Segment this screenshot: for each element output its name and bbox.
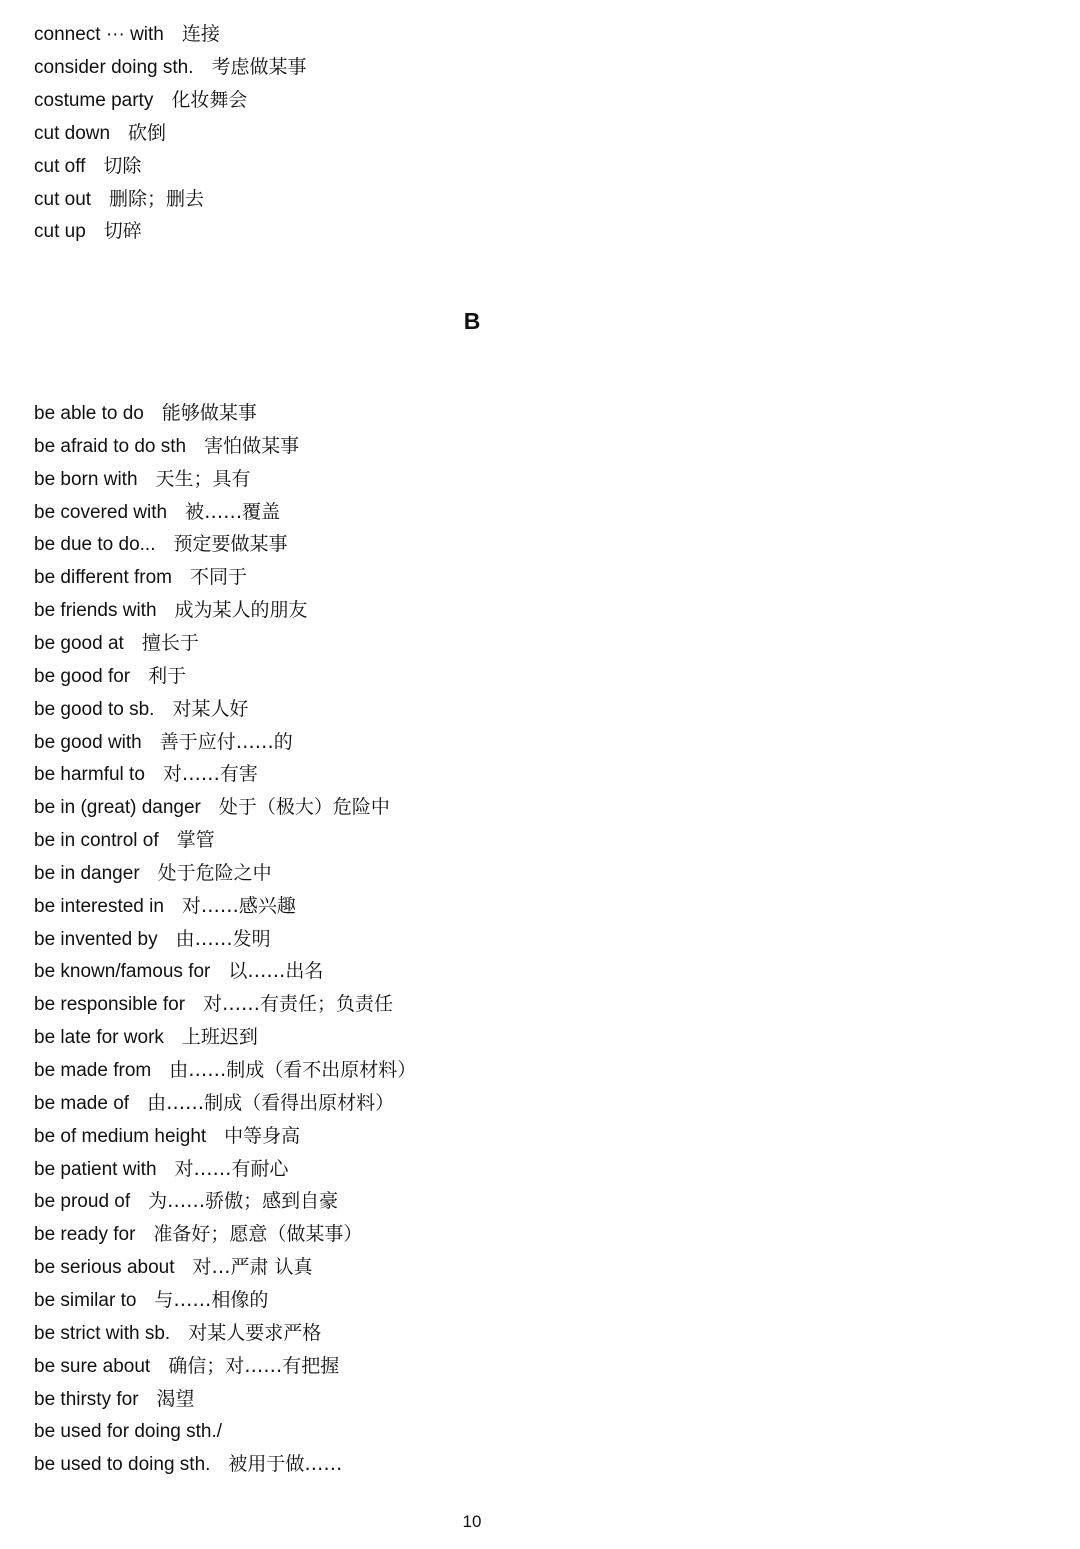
phrase-entry — [34, 51, 307, 84]
phrase-chinese: 害怕做某事 — [204, 434, 300, 457]
phrase-entry — [34, 758, 258, 791]
phrase-english: be responsible for — [34, 994, 186, 1016]
phrase-chinese: 成为某人的朋友 — [174, 599, 308, 622]
phrase-english: be afraid to do sth — [34, 435, 187, 457]
phrase-english: costume party — [34, 89, 154, 111]
phrase-chinese: 由……制成（看不出原材料） — [169, 1059, 417, 1081]
phrase-entry — [34, 594, 308, 627]
phrase-entry — [34, 1120, 300, 1153]
phrase-english: be different from — [34, 567, 173, 589]
phrase-english: be ready for — [34, 1224, 136, 1246]
phrase-entry — [34, 561, 247, 594]
phrase-chinese: 善于应付……的 — [159, 730, 293, 753]
phrase-entry — [34, 955, 323, 988]
phrase-chinese: 准备好；愿意（做某事） — [153, 1223, 363, 1246]
phrase-english: be of medium height — [34, 1125, 207, 1147]
phrase-chinese: 擅长于 — [141, 631, 199, 654]
section-heading: B — [463, 308, 481, 334]
phrase-english: be patient with — [34, 1158, 157, 1180]
phrase-entry — [34, 1087, 394, 1120]
phrase-entry — [34, 1185, 338, 1218]
phrase-entry — [34, 890, 296, 923]
phrase-english: connect ··· with — [34, 24, 164, 45]
phrase-chinese: 处于危险之中 — [157, 861, 272, 884]
phrase-english: consider doing sth. — [34, 56, 194, 78]
phrase-chinese: 考虑做某事 — [211, 55, 307, 78]
phrase-english: be thirsty for — [34, 1388, 139, 1410]
phrase-english: be similar to — [34, 1289, 137, 1311]
phrase-entry — [34, 857, 272, 890]
phrase-chinese: 上班迟到 — [181, 1026, 258, 1049]
phrase-chinese: 不同于 — [190, 566, 248, 589]
phrase-english: be good with — [34, 731, 142, 753]
phrase-english: be invented by — [34, 928, 158, 950]
phrase-entry — [34, 397, 257, 430]
phrase-english: be able to do — [34, 403, 144, 424]
phrase-english: be in danger — [34, 862, 140, 884]
phrase-english: cut off — [34, 155, 86, 177]
phrase-chinese: 由……发明 — [175, 927, 271, 950]
phrase-entry — [34, 117, 166, 150]
phrase-chinese: 掌管 — [176, 829, 215, 852]
phrase-chinese: 对……感兴趣 — [181, 894, 296, 917]
phrase-english: cut out — [34, 188, 92, 210]
phrase-chinese: 被用于做…… — [228, 1453, 343, 1476]
phrase-chinese: 为……骄傲；感到自豪 — [148, 1190, 339, 1213]
phrase-chinese: 对……有耐心 — [174, 1157, 289, 1180]
phrase-chinese: 对……有害 — [162, 763, 258, 786]
phrase-entry — [34, 1350, 339, 1383]
phrase-english: be used for doing sth./ — [34, 1421, 223, 1443]
phrase-entry — [34, 988, 393, 1021]
phrase-entry — [34, 824, 215, 857]
phrase-english: be serious about — [34, 1257, 175, 1279]
phrase-chinese: 由……制成（看得出原材料） — [147, 1091, 395, 1114]
phrase-entry — [34, 84, 247, 117]
phrase-chinese: 能够做某事 — [161, 402, 257, 424]
phrase-chinese: 被……覆盖 — [185, 500, 281, 523]
phrase-entry — [34, 150, 141, 183]
phrase-entry — [34, 1317, 321, 1350]
phrase-chinese: 以……出名 — [228, 960, 324, 983]
phrase-english: be due to do... — [34, 534, 156, 556]
phrase-english: be friends with — [34, 600, 157, 622]
phrase-entry — [34, 1153, 289, 1186]
phrase-chinese: 切除 — [103, 154, 142, 177]
page-number: 10 — [462, 1512, 482, 1531]
phrase-entry — [34, 496, 280, 529]
phrase-english: be covered with — [34, 501, 168, 523]
phrase-chinese: 中等身高 — [224, 1124, 301, 1147]
phrase-chinese: 利于 — [148, 664, 187, 687]
phrase-entry — [34, 1284, 268, 1317]
phrase-chinese: 对……有责任；负责任 — [203, 993, 394, 1016]
phrase-entry — [34, 1415, 240, 1448]
phrase-english: be proud of — [34, 1191, 131, 1213]
phrase-entry — [34, 693, 248, 726]
phrase-english: be made of — [34, 1092, 130, 1114]
phrase-chinese: 化妆舞会 — [171, 88, 248, 111]
phrase-entry — [34, 18, 220, 51]
phrase-entry — [34, 528, 288, 561]
phrase-english: be strict with sb. — [34, 1322, 171, 1344]
phrase-english: be good to sb. — [34, 698, 155, 720]
phrase-english: be good at — [34, 632, 124, 654]
phrase-english: be in control of — [34, 830, 159, 852]
phrase-entry — [34, 1383, 195, 1416]
phrase-entry — [34, 726, 293, 759]
phrase-entry — [34, 923, 271, 956]
phrase-entry — [34, 660, 186, 693]
phrase-english: cut up — [34, 221, 86, 243]
phrase-english: be sure about — [34, 1355, 151, 1377]
phrase-entry — [34, 430, 299, 463]
phrase-chinese: 处于（极大）危险中 — [218, 796, 390, 819]
phrase-chinese: 对…严肃 认真 — [192, 1256, 313, 1279]
phrase-chinese: 连接 — [181, 23, 220, 45]
phrase-chinese: 切碎 — [103, 220, 142, 243]
phrase-chinese: 天生；具有 — [155, 467, 251, 490]
phrase-entry — [34, 463, 251, 496]
phrase-english: be interested in — [34, 895, 164, 917]
phrase-english: be born with — [34, 468, 138, 490]
phrase-english: be known/famous for — [34, 961, 211, 983]
phrase-english: cut down — [34, 122, 111, 144]
phrase-english: be in (great) danger — [34, 797, 201, 819]
phrase-english: be good for — [34, 665, 131, 687]
phrase-entry — [34, 1448, 342, 1481]
phrase-chinese: 与……相像的 — [154, 1288, 269, 1311]
phrase-chinese: 对某人好 — [172, 697, 249, 720]
phrase-chinese: 对某人要求严格 — [188, 1321, 322, 1344]
phrase-english: be made from — [34, 1060, 152, 1081]
phrase-english: be used to doing sth. — [34, 1454, 211, 1476]
phrase-chinese: 砍倒 — [128, 121, 167, 144]
phrase-entry — [34, 1054, 416, 1087]
phrase-chinese: 预定要做某事 — [173, 533, 288, 556]
phrase-chinese: 渴望 — [156, 1387, 195, 1410]
phrase-entry — [34, 183, 204, 216]
phrase-entry — [34, 1218, 362, 1251]
phrase-entry — [34, 1021, 258, 1054]
phrase-entry — [34, 791, 390, 824]
phrase-english: be late for work — [34, 1027, 164, 1049]
phrase-entry — [34, 1251, 313, 1284]
phrase-chinese: 确信；对……有把握 — [168, 1354, 340, 1377]
phrase-entry — [34, 627, 199, 660]
phrase-english: be harmful to — [34, 764, 145, 786]
phrase-entry — [34, 215, 142, 248]
phrase-chinese: 删除；删去 — [109, 187, 205, 210]
